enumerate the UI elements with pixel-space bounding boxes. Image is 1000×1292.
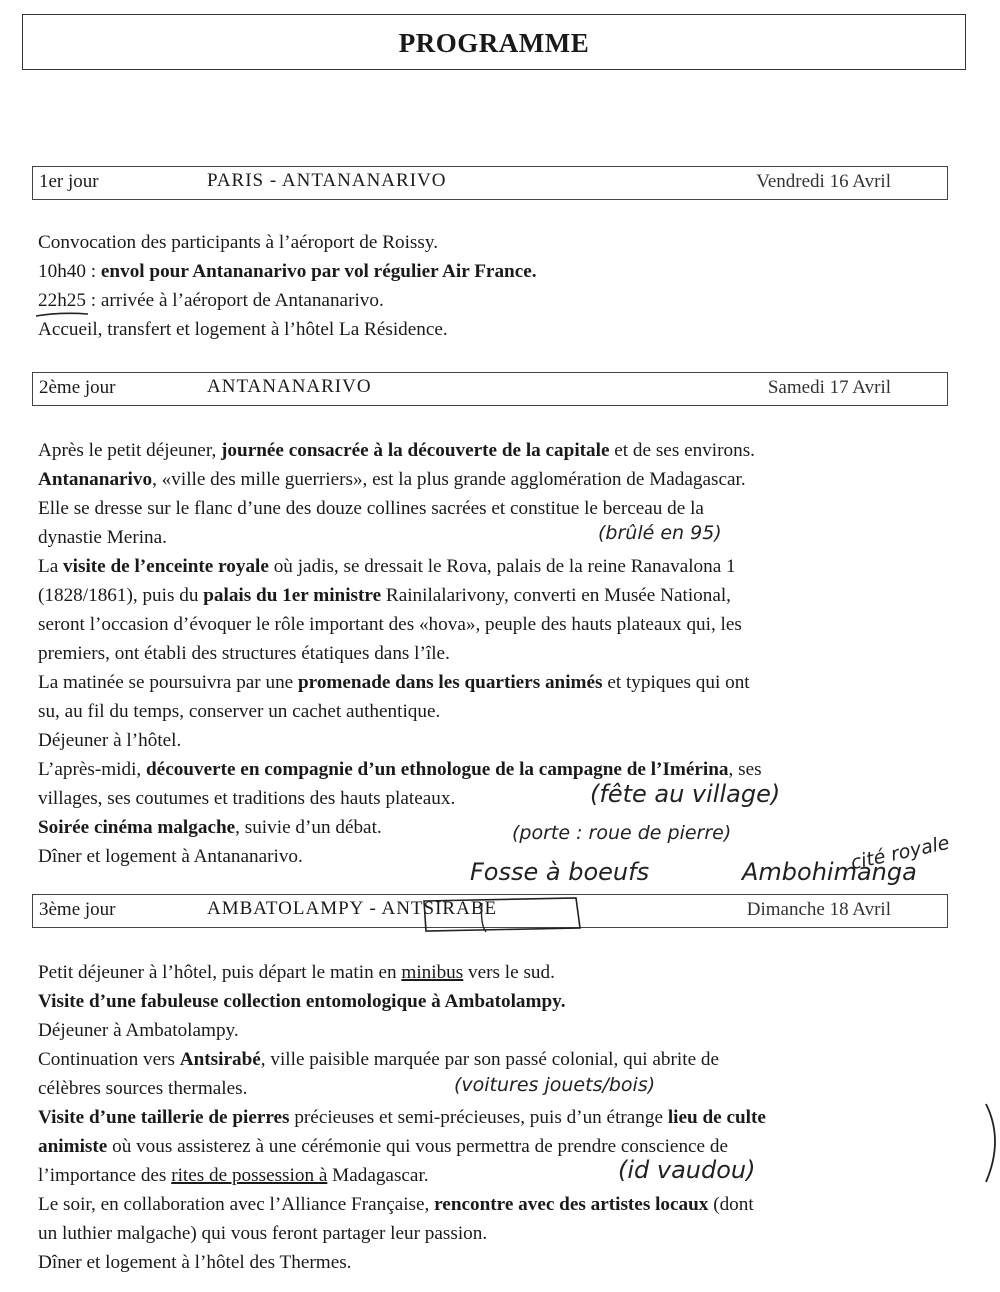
highlight: Antsirabé bbox=[179, 1049, 261, 1070]
text: Rainilalarivony, converti en Musée National, bbox=[381, 585, 731, 606]
text: , suivie d’un débat. bbox=[235, 817, 382, 838]
day-1-number: 1er jour bbox=[39, 171, 99, 192]
text: Après le petit déjeuner, bbox=[38, 440, 222, 461]
highlight: découverte en compagnie d’un ethnologue de la campagne de l’Imérina bbox=[146, 759, 729, 780]
day-3-line-5: célèbres sources thermales. bbox=[38, 1078, 248, 1099]
day-3-date: Dimanche 18 Avril bbox=[746, 899, 891, 920]
highlight: Visite d’une taillerie de pierres bbox=[38, 1107, 290, 1128]
highlight: lieu de culte bbox=[667, 1107, 766, 1128]
text: et de ses environs. bbox=[609, 440, 755, 461]
day-2-number: 2ème jour bbox=[39, 377, 116, 398]
annotation-fete: (fête au village) bbox=[590, 780, 781, 808]
underlined-text: minibus bbox=[401, 962, 464, 983]
text: L’après-midi, bbox=[38, 759, 146, 780]
annotation-fosse: Fosse à boeufs bbox=[470, 858, 650, 886]
underlined-text: rites de possession à bbox=[171, 1165, 328, 1186]
underline-22h25-mark bbox=[36, 313, 88, 316]
text: vers le sud. bbox=[463, 962, 555, 983]
day-2-line-10: su, au fil du temps, conserver un cachet authentique. bbox=[38, 701, 441, 722]
annotation-voitures: (voitures jouets/bois) bbox=[454, 1074, 656, 1096]
annotation-porte: (porte : roue de pierre) bbox=[512, 822, 732, 844]
annotation-ambohimanga: Ambohimanga bbox=[742, 858, 917, 886]
highlight: Visite d’une fabuleuse collection entomologique à Ambatolampy. bbox=[38, 991, 566, 1012]
day-2-route: ANTANANARIVO bbox=[207, 376, 372, 397]
text: Le soir, en collaboration avec l’Alliance Française, bbox=[38, 1194, 435, 1215]
text: (dont bbox=[708, 1194, 754, 1215]
day-3-number: 3ème jour bbox=[39, 899, 116, 920]
day-1-line-1: Convocation des participants à l’aéroport de Roissy. bbox=[38, 232, 438, 253]
departure-text: envol pour Antananarivo par vol régulier Air France. bbox=[100, 261, 537, 282]
text: l’importance des bbox=[38, 1165, 172, 1186]
arrival-time: 22h25 bbox=[38, 290, 86, 311]
annotation-cite-royale: cité royale bbox=[848, 831, 952, 875]
text: où vous assisterez à une cérémonie qui vous permettra de prendre conscience de bbox=[107, 1136, 728, 1157]
pen-stroke-mark bbox=[482, 903, 487, 932]
day-1-line-4: Accueil, transfert et logement à l’hôtel La Résidence. bbox=[38, 319, 448, 340]
day-2-date: Samedi 17 Avril bbox=[767, 377, 891, 398]
day-2-line-4: dynastie Merina. bbox=[38, 527, 167, 548]
highlight: promenade dans les quartiers animés bbox=[298, 672, 603, 693]
text: et typiques qui ont bbox=[602, 672, 750, 693]
box-antsirabe-mark bbox=[424, 898, 580, 931]
highlight: visite de l’enceinte royale bbox=[63, 556, 269, 577]
arrival-text: : arrivée à l’aéroport de Antananarivo. bbox=[85, 290, 384, 311]
text: précieuses et semi-précieuses, puis d’un étrange bbox=[289, 1107, 668, 1128]
text: La bbox=[38, 556, 64, 577]
separator: : bbox=[85, 261, 101, 282]
annotation-brule: (brûlé en 95) bbox=[598, 522, 722, 544]
text: (1828/1861), puis du bbox=[38, 585, 204, 606]
highlight: animiste bbox=[38, 1136, 108, 1157]
day-2-line-8: premiers, ont établi des structures étatiques dans l’île. bbox=[38, 643, 450, 664]
highlight: journée consacrée à la découverte de la capitale bbox=[221, 440, 610, 461]
annotation-vaudou: (id vaudou) bbox=[618, 1156, 756, 1184]
text: La matinée se poursuivra par une bbox=[38, 672, 298, 693]
route-part: AMBATOLAMPY - bbox=[207, 898, 382, 919]
departure-time: 10h40 bbox=[38, 261, 86, 282]
day-2-line-3: Elle se dresse sur le flanc d’une des douze collines sacrées et constitue le berceau de la bbox=[38, 498, 704, 519]
highlight: Antananarivo bbox=[38, 469, 153, 490]
day-2-line-15: Dîner et logement à Antananarivo. bbox=[38, 846, 303, 867]
highlight: rencontre avec des artistes locaux bbox=[434, 1194, 709, 1215]
text: , ville paisible marquée par son passé colonial, qui abrite de bbox=[260, 1049, 720, 1070]
day-1-date: Vendredi 16 Avril bbox=[756, 171, 891, 192]
highlight: palais du 1er ministre bbox=[203, 585, 382, 606]
text: , «ville des mille guerriers», est la plus grande agglomération de Madagascar. bbox=[152, 469, 746, 490]
day-2-line-13: villages, ses coutumes et traditions des hauts plateaux. bbox=[38, 788, 456, 809]
day-3-line-11: Dîner et logement à l’hôtel des Thermes. bbox=[38, 1252, 352, 1273]
text: , ses bbox=[728, 759, 762, 780]
text: Continuation vers bbox=[38, 1049, 180, 1070]
day-2-line-11: Déjeuner à l’hôtel. bbox=[38, 730, 182, 751]
page-title: PROGRAMME bbox=[398, 28, 590, 58]
highlight: Soirée cinéma malgache bbox=[38, 817, 236, 838]
route-part-boxed: ANTSIRABE bbox=[381, 898, 498, 919]
text: Petit déjeuner à l’hôtel, puis départ le matin en bbox=[38, 962, 402, 983]
text: Madagascar. bbox=[327, 1165, 429, 1186]
day-2-line-7: seront l’occasion d’évoquer le rôle important des «hova», peuple des hauts plateaux qui, les bbox=[38, 614, 742, 635]
day-3-line-3: Déjeuner à Ambatolampy. bbox=[38, 1020, 239, 1041]
day-3-line-10: un luthier malgache) qui vous feront partager leur passion. bbox=[38, 1223, 488, 1244]
day-1-route: PARIS - ANTANANARIVO bbox=[207, 170, 447, 191]
bracket-mark bbox=[986, 1104, 995, 1182]
text: où jadis, se dressait le Rova, palais de la reine Ranavalona 1 bbox=[268, 556, 736, 577]
